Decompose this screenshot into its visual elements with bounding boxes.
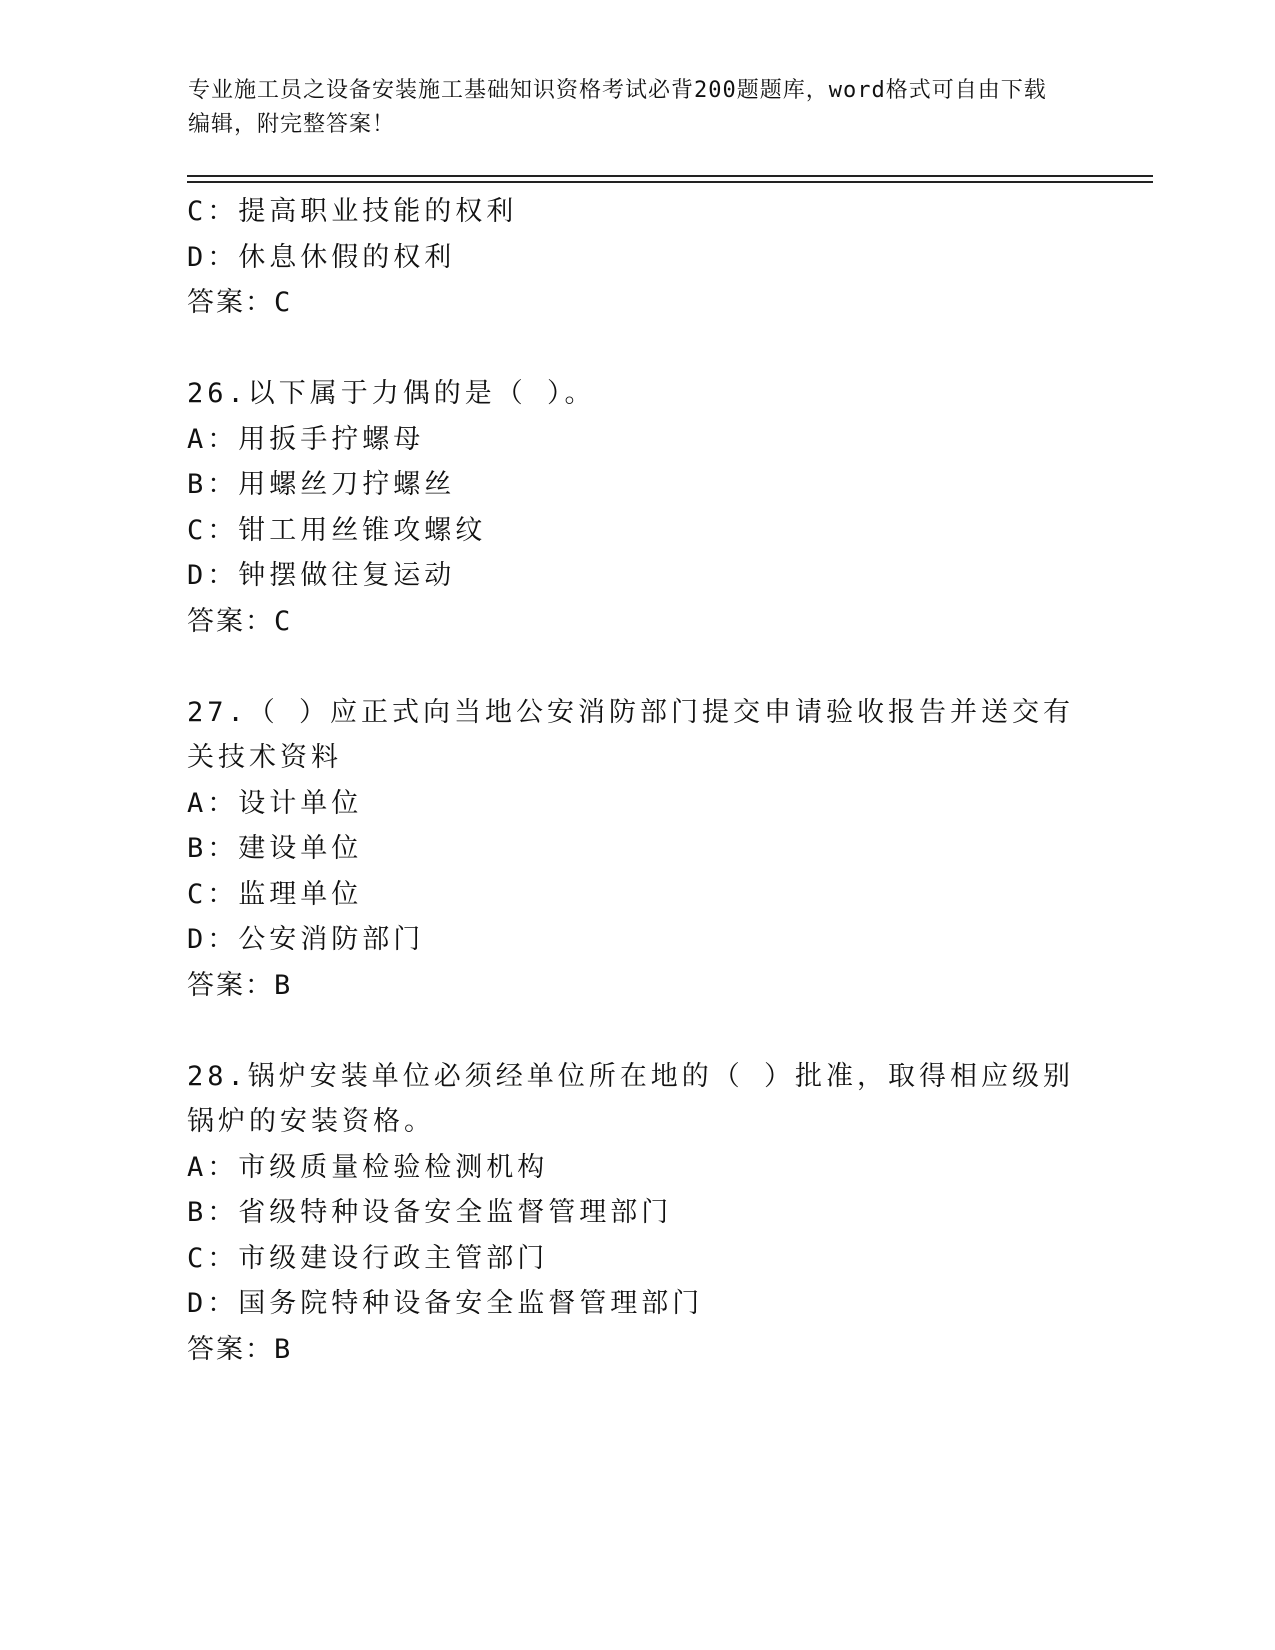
spacer [187,1008,1077,1054]
question-block-28 [187,1054,1077,1373]
question-text: 27.（ ）应正式向当地公安消防部门提交申请验收报告并送交有关技术资料 [187,696,1075,773]
option-a: A：市级质量检验检测机构 [187,1151,549,1183]
option-c: C：提高职业技能的权利 [187,196,518,227]
answer-line: 答案：C [187,605,293,637]
option-d: D：公安消防部门 [187,924,425,955]
question-block-prev [187,189,1077,326]
question-block-27 [187,690,1077,1009]
question-list [187,189,1077,1372]
option-d: D：钟摆做往复运动 [187,560,456,591]
option-a: A：用扳手拧螺母 [187,423,425,455]
answer-line: 答案：B [187,1333,293,1365]
option-d: D：休息休假的权利 [187,241,456,273]
header-divider-bottom [187,181,1153,183]
document-header [188,74,1068,142]
option-b: B：用螺丝刀拧螺丝 [187,469,456,500]
question-block-26 [187,371,1077,644]
question-text: 28.锅炉安装单位必须经单位所在地的（ ）批准，取得相应级别锅炉的安装资格。 [187,1060,1075,1137]
header-divider-top [187,175,1153,177]
option-c: C：钳工用丝锥攻螺纹 [187,514,487,546]
answer-line: 答案：C [187,287,293,318]
answer-line: 答案：B [187,969,293,1001]
spacer [187,644,1077,690]
option-d: D：国务院特种设备安全监督管理部门 [187,1288,704,1319]
spacer [187,326,1077,372]
option-c: C：监理单位 [187,878,363,910]
question-text: 26.以下属于力偶的是（ ）。 [187,378,596,409]
option-c: C：市级建设行政主管部门 [187,1242,549,1274]
option-b: B：省级特种设备安全监督管理部门 [187,1197,673,1228]
option-b: B：建设单位 [187,833,363,864]
option-a: A：设计单位 [187,787,363,819]
header-title: 专业施工员之设备安装施工基础知识资格考试必背200题题库，word格式可自由下载编辑，附完整答案！ [188,78,1047,137]
